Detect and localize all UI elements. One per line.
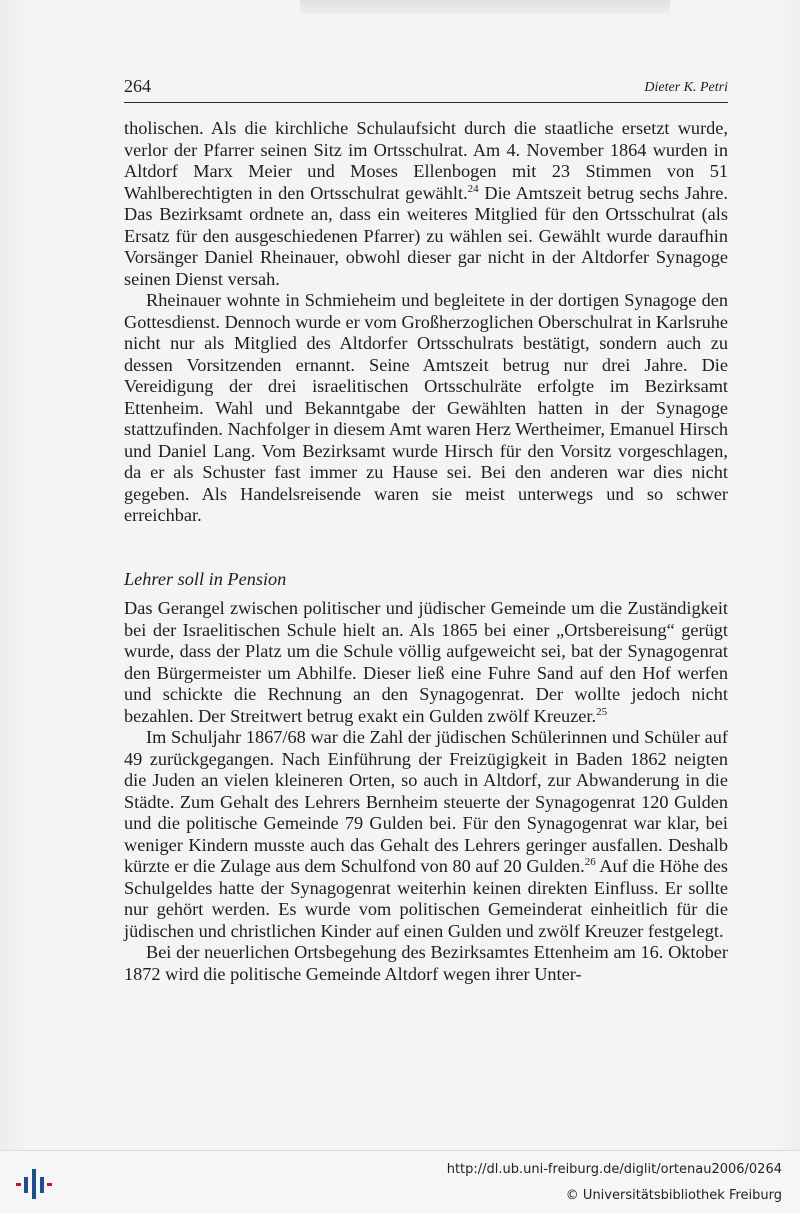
section-heading: Lehrer soll in Pension [124, 568, 287, 589]
page-header [124, 76, 728, 103]
permalink-url[interactable]: http://dl.ub.uni-freiburg.de/diglit/ortenau2006/0264 [446, 1162, 782, 1177]
viewer-footer [0, 1150, 800, 1213]
footnote-ref[interactable]: 25 [596, 705, 608, 718]
running-head-author: Dieter K. Petri [644, 80, 728, 95]
page-number: 264 [124, 76, 151, 96]
copyright-notice: © Universitätsbibliothek Freiburg [565, 1188, 782, 1203]
ub-freiburg-logo-icon[interactable] [12, 1165, 56, 1203]
paragraph: Im Schuljahr 1867/68 war die Zahl der jüdischen Schülerinnen und Schüler auf 49 zurückgegangen. Nach Einführung der Freizügigkeit in Baden 1862 neigten die Juden an vielen kleineren Orten, so auch in Altdorf, zur Abwanderung in die Städte. Zum Gehalt des Lehrers Bernheim steuerte der Synagogenrat 120 Gulden und die politische Gemeinde 79 Gulden bei. Für den Synagogenrat war klar, bei weniger Kindern musste auch das Gehalt des Lehrers geringer ausfallen. Deshalb kürzte er die Zulage aus dem Schulfond von 80 auf 20 Gulden.$^{26}$ Auf die Höhe des Schulgeldes hatte der Synagogenrat weiterhin keinen direkten Einfluss. Er sollte nur gehört werden. Es wurde vom politischen Gemeinderat einheitlich für die jüdischen und christlichen Kinder auf einen Gulden und zwölf Kreuzer festgelegt. [124, 727, 728, 941]
body-text [124, 118, 728, 985]
bleed-through-shadow [300, 0, 670, 14]
paragraph: Rheinauer wohnte in Schmieheim und begleitete in der dortigen Synagoge den Gottesdienst. Dennoch wurde er vom Großherzoglichen Oberschulrat in Karlsruhe nicht nur als Mitglied des Altdorfer Ortsschulrats bestätigt, sondern auch zu dessen Vorsitzenden ernannt. Seine Amtszeit betrug nur drei Jahre. Die Vereidigung der drei israelitischen Ortsschulräte erfolgte im Bezirksamt Ettenheim. Wahl und Bekanntgabe der Gewählten hatten in der Synagoge stattzufinden. Nachfolger in diesem Amt waren Herz Wertheimer, Emanuel Hirsch und Daniel Lang. Vom Bezirksamt wurde Hirsch für den Vorsitz vorgeschlagen, da er als Schuster fast immer zu Hause sei. Bei den anderen war dies nicht gegeben. Als Handelsreisende waren sie meist unterwegs und so schwer erreichbar. [124, 290, 728, 525]
footnote-ref[interactable]: 24 [467, 182, 479, 195]
paragraph: Bei der neuerlichen Ortsbegehung des Bezirksamtes Ettenheim am 16. Oktober 1872 wird die politische Gemeinde Altdorf wegen ihrer Unter- [124, 942, 728, 984]
paragraph: Das Gerangel zwischen politischer und jüdischer Gemeinde um die Zuständigkeit bei der Israelitischen Schule hielt an. Als 1865 bei einer „Ortsbereisung“ gerügt wurde, dass der Platz um die Schule völlig aufgeweicht sei, bat der Synagogenrat den Bürgermeister um Abhilfe. Dieser ließ eine Fuhre Sand auf den Hof werfen und schickte die Rechnung an den Synagogenrat. Der wollte jedoch nicht bezahlen. Der Streitwert betrug exakt ein Gulden zwölf Kreuzer.$^{25}$ [124, 598, 728, 726]
paragraph: tholischen. Als die kirchliche Schulaufsicht durch die staatliche ersetzt wurde, verlor der Pfarrer seinen Sitz im Ortsschulrat. Am 4. November 1864 wurden in Altdorf Marx Meier und Moses Ellenbogen mit 23 Stimmen von 51 Wahlberechtigten in den Ortsschulrat gewählt.$^{24}$ Die Amtszeit betrug sechs Jahre. Das Bezirksamt ordnete an, dass ein weiteres Mitglied für den Ortsschulrat (als Ersatz für den ausgeschiedenen Pfarrer) zu wählen sei. Gewählt wurde daraufhin Vorsänger Daniel Rheinauer, obwohl dieser gar nicht in der Altdorfer Synagoge seinen Dienst versah. [124, 118, 728, 289]
footnote-ref[interactable]: 26 [584, 856, 596, 868]
